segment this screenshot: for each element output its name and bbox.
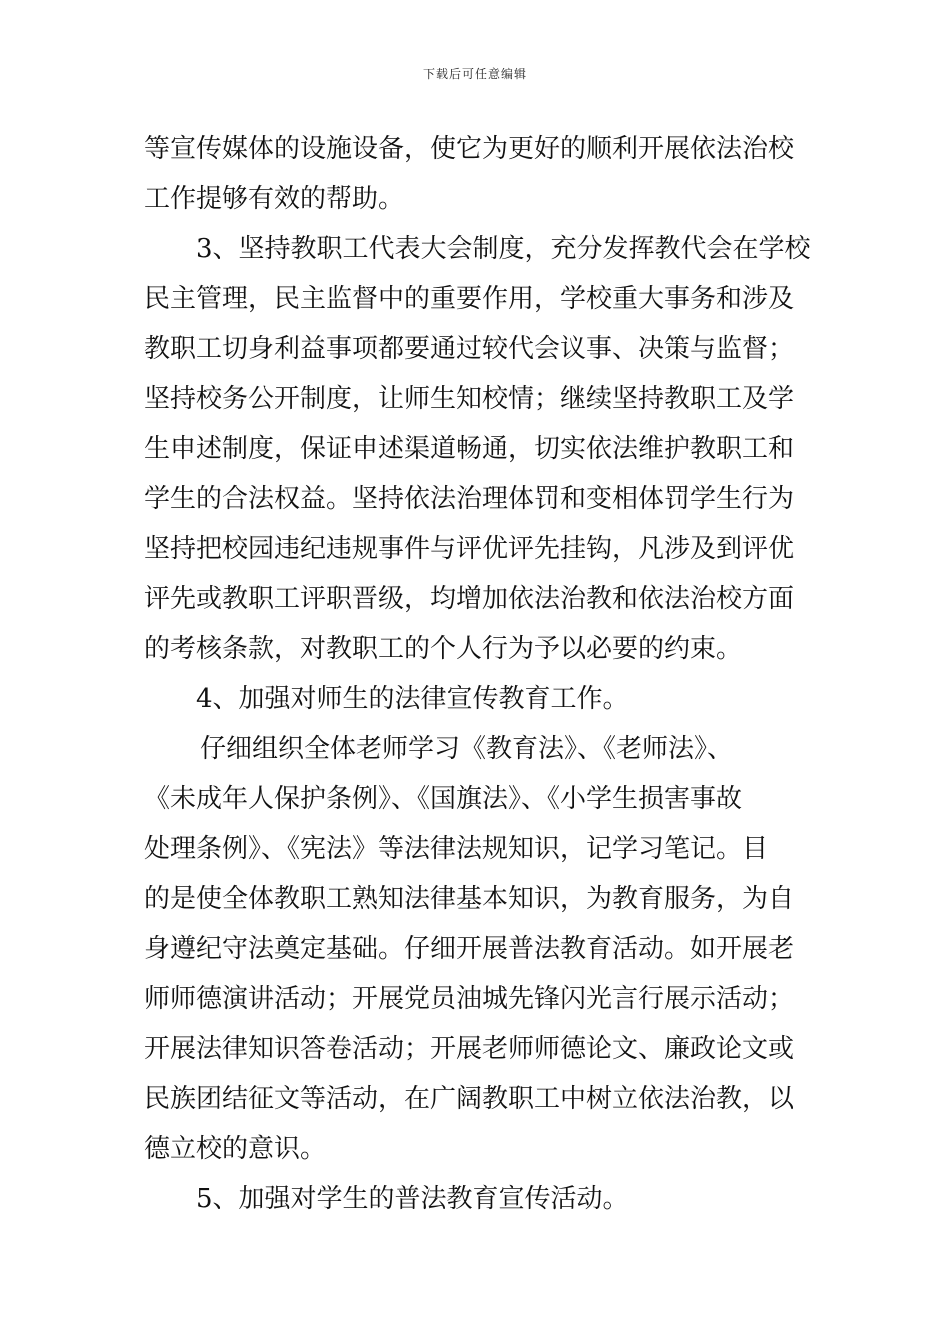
body-line: 民主管理，民主监督中的重要作用，学校重大事务和涉及 xyxy=(144,284,795,314)
page-header: 下载后可任意编辑 xyxy=(422,67,527,81)
body-line: 工作提够有效的帮助。 xyxy=(144,184,405,214)
body-line: 的是使全体教职工熟知法律基本知识，为教育服务，为自 xyxy=(144,884,795,914)
body-line: 等宣传媒体的设施设备，使它为更好的顺利开展依法治校 xyxy=(144,134,795,164)
body-line: 德立校的意识。 xyxy=(144,1134,327,1164)
body-line: 民族团结征文等活动，在广阔教职工中树立依法治教，以 xyxy=(144,1084,795,1114)
body-line: 的考核条款，对教职工的个人行为予以必要的约束。 xyxy=(144,634,743,664)
body-line: 3、坚持教职工代表大会制度，充分发挥教代会在学校 xyxy=(196,234,811,264)
body-line: 处理条例》、《宪法》等法律法规知识，记学习笔记。目 xyxy=(144,834,769,864)
body-line: 《未成年人保护条例》、《国旗法》、《小学生损害事故 xyxy=(144,784,743,814)
body-line: 身遵纪守法奠定基础。仔细开展普法教育活动。如开展老 xyxy=(144,934,795,964)
body-line: 坚持把校园违纪违规事件与评优评先挂钩，凡涉及到评优 xyxy=(144,534,795,564)
section-heading: 5、加强对学生的普法教育宣传活动。 xyxy=(196,1184,629,1214)
body-line: 坚持校务公开制度，让师生知校情；继续坚持教职工及学 xyxy=(144,384,795,414)
body-line: 评先或教职工评职晋级，均增加依法治教和依法治校方面 xyxy=(144,584,795,614)
body-line: 仔细组织全体老师学习《教育法》、《老师法》、 xyxy=(200,734,734,764)
body-line: 师师德演讲活动；开展党员油城先锋闪光言行展示活动； xyxy=(144,984,795,1014)
body-line: 教职工切身利益事项都要通过较代会议事、决策与监督； xyxy=(144,334,795,364)
body-line: 开展法律知识答卷活动；开展老师师德论文、廉政论文或 xyxy=(144,1034,795,1064)
section-heading: 4、加强对师生的法律宣传教育工作。 xyxy=(196,684,629,714)
body-line: 生申述制度，保证申述渠道畅通，切实依法维护教职工和 xyxy=(144,434,795,464)
body-line: 学生的合法权益。坚持依法治理体罚和变相体罚学生行为 xyxy=(144,484,795,514)
